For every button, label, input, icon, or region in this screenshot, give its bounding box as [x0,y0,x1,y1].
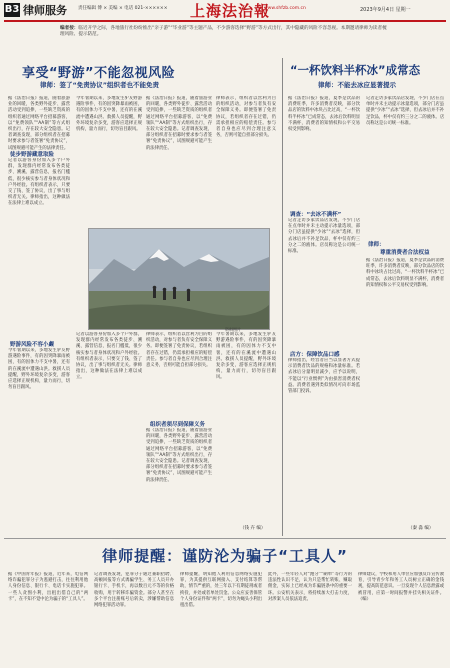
bottom-rule [4,538,446,539]
lead-col-4: 律师表示，组织者以营利为目的组织活动，对参与者负有安全保障义务。即便签署了免责协议，若组织者存在过错，仍需承担相应的赔偿责任。参与者自身也应尽到合理注意义务，否则可能自担部分损失。 [216,96,276,139]
editor-note [60,26,390,48]
bottom-col-4: 此外，一些年轻人对“跑分”“刷单”等行为的违法性认识不足，认为只是帮忙转账、赚取佣金，实际上已经成为诈骗链条中的重要一环。公安机关表示，将持续加大打击力度，对涉案人员依法追责。 [268,572,352,602]
right-col-2-bottom: 据《法治日报》报道，夏季是饮品的消费旺季，许多消费者反映，部分饮品店的饮料中冰块占比过高，“一杯饮料半杯冰”已成常态，去冰后饮料明显不满杯，消费者的知情权和公平交易权受到影响。 [366,258,444,288]
right-subhead-4: 尊重消费者合法权益 [380,250,430,256]
lead-col-1-bottom: 今年暑期以来，多地发生驴友野游遇险事件，有的因突降暴雨被困，有的因体力不支中暑，还有的在溪流中遭遇山洪。救援人员提醒，野外环境复杂多变，游客应选择正规机构，量力而行，切勿盲目跟风。 [8,348,70,391]
bottom-col-1: 据《中国青年报》报道，近年来，电信网络诈骗犯罪分子为逃避打击，往往利用他人身份信息、银行卡、电话卡实施犯罪。一些人贪图小利，出租出借自己的“两卡”，在不知不觉中沦为骗子的“工具人”。 [8,572,88,602]
lead-col-2: 今年暑期以来，多地发生驴友野游遇险事件，有的因突降暴雨被困，有的因体力不支中暑，还有的在溪流中遭遇山洪。救援人员提醒，野外环境复杂多变，游客应选择正规机构，量力而行，切勿盲目跟风。 [76,96,142,133]
lead-byline: （钱 卉 编） [240,526,266,531]
photo-caption: 资料图片 [225,327,241,332]
right-col-2: 记者走访多家饮品店发现，不少门店在点单时并未主动提示冰量选项，部分门店虽提供“少冰”“去冰”选择，但去冰后并不补足饮品，杯中仅有约三分之二的液体。店员称这是公司统一标准。 [366,96,444,126]
right-col-1-bottom: 律师指出，经营者应当以显著方式提示消费者饮品的规格和冰量标准。若去冰后分量明显减少，应予以说明，不能以“行业惯例”为由损害消费者权益。消费者遇到类似情况可向市场监管部门投诉。 [288,358,360,395]
lead-col-1: 记者以游客身份加入多个户外群，发现群内经常发布各类徒步、溯溪、露营信息，报名门槛低，很少核实参与者身体状况和户外经验。有组织者表示，只要交了钱、签了协议，出了事与组织者无关。律师指出，这种做法在法律上难以成立。 [8,158,70,207]
lead-col-2-bottom: 记者以游客身份加入多个户外群，发现群内经常发布各类徒步、溯溪、露营信息，报名门槛低，很少核实参与者身体状况和户外经验。有组织者表示，只要交了钱、签了协议，出了事与组织者无关。律师指出，这种做法在法律上难以成立。 [76,332,142,381]
column-divider [282,58,283,536]
header-meta: 责任编辑 傅 × 美编 × 电话 021-×××××× [78,6,168,11]
page-badge: B3 [4,4,20,15]
bottom-col-5: 律师建议，学校和用人单位应加强反诈宣传教育，引导青少年和务工人员树立正确的金钱观，提高防范意识。一旦发现个人信息泄露或被冒用，应第一时间报警并挂失相关证件。（编） [358,572,444,602]
section-title: 律师服务 [23,4,67,17]
lead-subhead-3: 组织者须尽到保障义务 [150,422,206,428]
bottom-col-3: 律师提醒，明知他人利用信息网络实施犯罪，为其提供互联网接入、支付结算等帮助，情节严重的，处三年以下有期徒刑或者拘役，并处或者单处罚金。公众应妥善保管个人身份证件和“两卡”，切勿为蝇头小利出租出借。 [180,572,262,609]
right-byline: （秦 淼 编） [408,526,434,531]
lead-subhead-1: 徒步野游藏意取险 [10,152,55,158]
newspaper-logo: 上海法治報 [190,2,271,20]
lead-col-3-end: 据《法治日报》报道，随着旅游业的回暖，各类野外徒步、露营活动受到追捧，一些缺乏资质的组织者通过网络平台招募游客，以“免费领队”“AA制”等方式组织出行，存在较大安全隐患。记者调查发现，部分组织者在招募时要求参与者签署“免责协议”，试图规避可能产生的法律责任。 [146,428,212,483]
right-article-subtitle: 律师：不能去冰应显著提示 [318,81,396,89]
hiking-photo [88,228,270,330]
right-article-title: “一杯饮料半杯冰”成常态 [290,63,421,77]
editor-note-text: 临近开学之际，各地旅行社纷纷推出“亲子游”“毕业游”等主题产品，不少游客选择“野游”等方式出行，其中隐藏的风险不容忽视。本期邀请律师为读者梳理风险、提示防范。 [60,26,387,37]
lead-col-3: 据《法治日报》报道，随着旅游业的回暖，各类野外徒步、露营活动受到追捧，一些缺乏资质的组织者通过网络平台招募游客，以“免费领队”“AA制”等方式组织出行，存在较大安全隐患。记者调查发现，部分组织者在招募时要求参与者签署“免责协议”，试图规避可能产生的法律责任。 [146,96,212,151]
lead-col-1-top: 据《法治日报》报道，随着旅游业的回暖，各类野外徒步、露营活动受到追捧，一些缺乏资质的组织者通过网络平台招募游客，以“免费领队”“AA制”等方式组织出行，存在较大安全隐患。记者调查发现，部分组织者在招募时要求参与者签署“免责协议”，试图规避可能产生的法律责任。 [8,96,70,150]
page-header [0,0,450,22]
lead-col-3-bottom: 律师表示，组织者以营利为目的组织活动，对参与者负有安全保障义务。即便签署了免责协议，若组织者存在过错，仍需承担相应的赔偿责任。参与者自身也应尽到合理注意义务，否则可能自担部分损失。 [146,332,212,369]
editor-note-label: 编者按： [60,26,79,31]
newspaper-url: www.shfzb.com.cn [264,6,306,11]
right-subhead-1: 调查：“去冰不满杯” [290,212,342,218]
lead-article-title: 享受“野游”不能忽视风险 [22,66,176,81]
lead-subhead-2: 野游风险不容小觑 [10,342,55,348]
right-subhead-3: 律师： [368,242,385,248]
issue-date: 2023年9月4日 星期一 [360,7,411,13]
lead-article-subtitle: 律师：签了“免责协议”组织者也不能免责 [40,81,160,89]
bottom-article-title: 律师提醒：谨防沦为骗子“工具人” [102,547,348,565]
header-rule [4,20,446,22]
lead-col-4-bottom: 今年暑期以来，多地发生驴友野游遇险事件，有的因突降暴雨被困，有的因体力不支中暑，还有的在溪流中遭遇山洪。救援人员提醒，野外环境复杂多变，游客应选择正规机构，量力而行，切勿盲目跟风。 [216,332,276,381]
right-col-1-mid: 记者走访多家饮品店发现，不少门店在点单时并未主动提示冰量选项，部分门店虽提供“少冰”“去冰”选择，但去冰后并不补足饮品，杯中仅有约三分之二的液体。店员称这是公司统一标准。 [288,218,360,255]
right-col-1: 据《法治日报》报道，夏季是饮品的消费旺季，许多消费者反映，部分饮品店的饮料中冰块占比过高，“一杯饮料半杯冰”已成常态，去冰后饮料明显不满杯，消费者的知情权和公平交易权受到影响。 [288,96,360,133]
bottom-col-2: 记者调查发现，犯罪分子通过兼职招聘、高额回报等方式诱骗学生、务工人员开办银行卡、手机卡，再以数百元不等的价格收购，用于转移诈骗资金。部分人甚至在多个平台注册账号后转卖，涉嫌帮助信息网络犯罪活动罪。 [94,572,174,609]
right-subhead-2: 店方：保障饮品口感 [290,352,340,358]
